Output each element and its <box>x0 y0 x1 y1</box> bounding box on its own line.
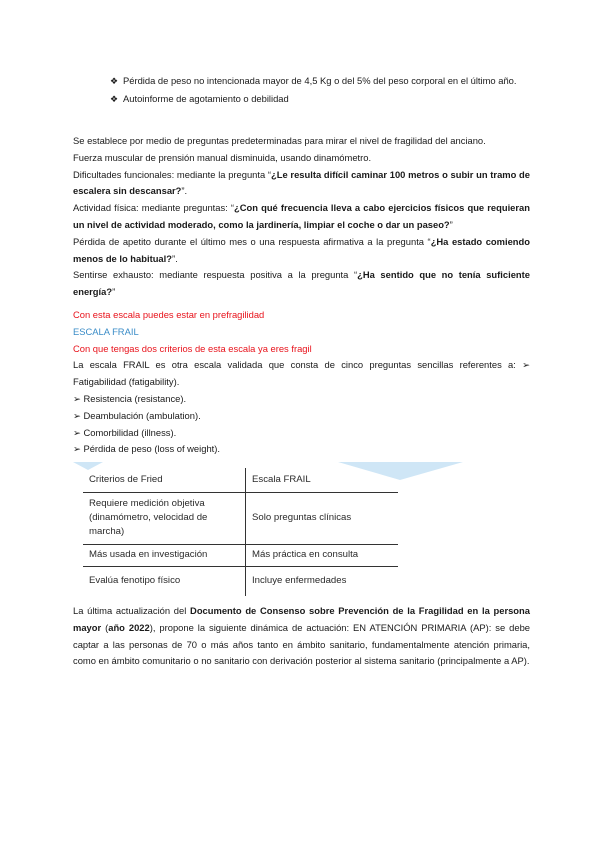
table-cell: Evalúa fenotipo físico <box>83 566 246 596</box>
frail-item: ➢ Deambulación (ambulation). <box>73 409 201 421</box>
text: ”. <box>181 185 188 197</box>
diamond-bullet-icon: ❖ <box>110 76 119 86</box>
table-cell: Más usada en investigación <box>83 544 246 566</box>
intro-line-1: Se establece por medio de preguntas predeterminadas para mirar el nivel de fragilidad del anciano. <box>73 135 486 146</box>
text: Dificultades funcionales: mediante la pregunta “ <box>73 168 272 180</box>
table-cell: Criterios de Fried <box>83 468 246 492</box>
text: ”. <box>171 252 178 264</box>
table-cell: Incluye enfermedades <box>252 575 347 587</box>
bullet-text: Pérdida de peso no intencionada mayor de 4,5 Kg o del 5% del peso corporal en el último año. <box>123 75 517 86</box>
bullet-item-exhaustion <box>110 91 530 107</box>
table-row <box>83 468 398 492</box>
sentirse-exhausto <box>73 267 530 301</box>
intro-paragraphs <box>73 133 530 301</box>
table-cell: Solo preguntas clínicas <box>252 512 352 523</box>
bullet-list <box>110 73 530 109</box>
text: Actividad física: mediante preguntas: “ <box>73 202 235 214</box>
frail-intro: La escala FRAIL es otra escala validada que consta de cinco preguntas sencillas referentes a: ➢ Fatigabilidad (fatigability). <box>73 359 530 388</box>
frail-item: ➢ Pérdida de peso (loss of weight). <box>73 443 220 455</box>
actividad-fisica <box>73 200 530 234</box>
text: ” <box>112 286 116 298</box>
question-bold: ¿Ha estado comiendo menos de lo habitual? <box>73 235 530 264</box>
frail-item: ➢ Comorbilidad (illness). <box>73 426 177 438</box>
question-bold: ¿Ha sentido que no tenía suficiente energía? <box>73 269 530 298</box>
dificultades-funcionales <box>73 167 530 201</box>
table-row <box>83 544 398 566</box>
closing-paragraph <box>73 603 530 670</box>
table-cell: Requiere medición objetiva (dinamómetro, velocidad de marcha) <box>83 492 246 544</box>
bullet-text: Autoinforme de agotamiento o debilidad <box>123 93 289 104</box>
text: ), propone la siguiente dinámica de actuación: EN ATENCIÓN PRIMARIA (AP): se debe captar a las personas de 70 o más años tanto en ámbito sanitario, fundamentalmente atención primaria, como en ámbito comunitario o no sanitario con derivación posterior al sistema sanitario (principalmente a AP). <box>73 621 530 667</box>
frail-section <box>73 307 530 458</box>
text: Pérdida de apetito durante el último mes o una respuesta afirmativa a la pregunta “ <box>73 235 431 247</box>
text: La última actualización del <box>73 605 191 616</box>
frail-item: ➢ Resistencia (resistance). <box>73 392 187 404</box>
table-row <box>83 492 398 544</box>
closing-text <box>73 603 530 670</box>
table-row <box>83 566 398 596</box>
question-bold: ¿Con qué frecuencia lleva a cabo ejercicios físicos que requieran un nivel de actividad moderado, como la jardinería, limpiar el coche o dar un paseo? <box>73 202 530 230</box>
frail-items <box>73 391 530 458</box>
text: ( <box>101 621 109 633</box>
prefragilidad-note: Con esta escala puedes estar en prefragilidad <box>73 309 265 320</box>
comparison-table-block <box>73 462 530 592</box>
comparison-table <box>83 468 398 596</box>
text: ” <box>449 218 453 230</box>
table-cell: Más práctica en consulta <box>252 549 359 560</box>
year-bold: año 2022 <box>108 621 150 633</box>
document-title-bold: Documento de Consenso sobre Prevención de la Fragilidad en la persona mayor <box>73 605 530 633</box>
text: Sentirse exhausto: mediante respuesta positiva a la pregunta “ <box>73 269 358 281</box>
perdida-apetito <box>73 234 530 268</box>
escala-frail-heading: ESCALA FRAIL <box>73 325 139 337</box>
diamond-bullet-icon: ❖ <box>110 94 119 104</box>
intro-line-2: Fuerza muscular de prensión manual disminuida, usando dinamómetro. <box>73 151 372 163</box>
bullet-item-weight-loss <box>110 73 530 89</box>
question-bold: ¿Le resulta difícil caminar 100 metros o subir un tramo de escalera sin descansar? <box>73 168 530 197</box>
criterios-note: Con que tengas dos criterios de esta escala ya eres fragil <box>73 342 312 354</box>
table-cell: Escala FRAIL <box>252 473 311 485</box>
